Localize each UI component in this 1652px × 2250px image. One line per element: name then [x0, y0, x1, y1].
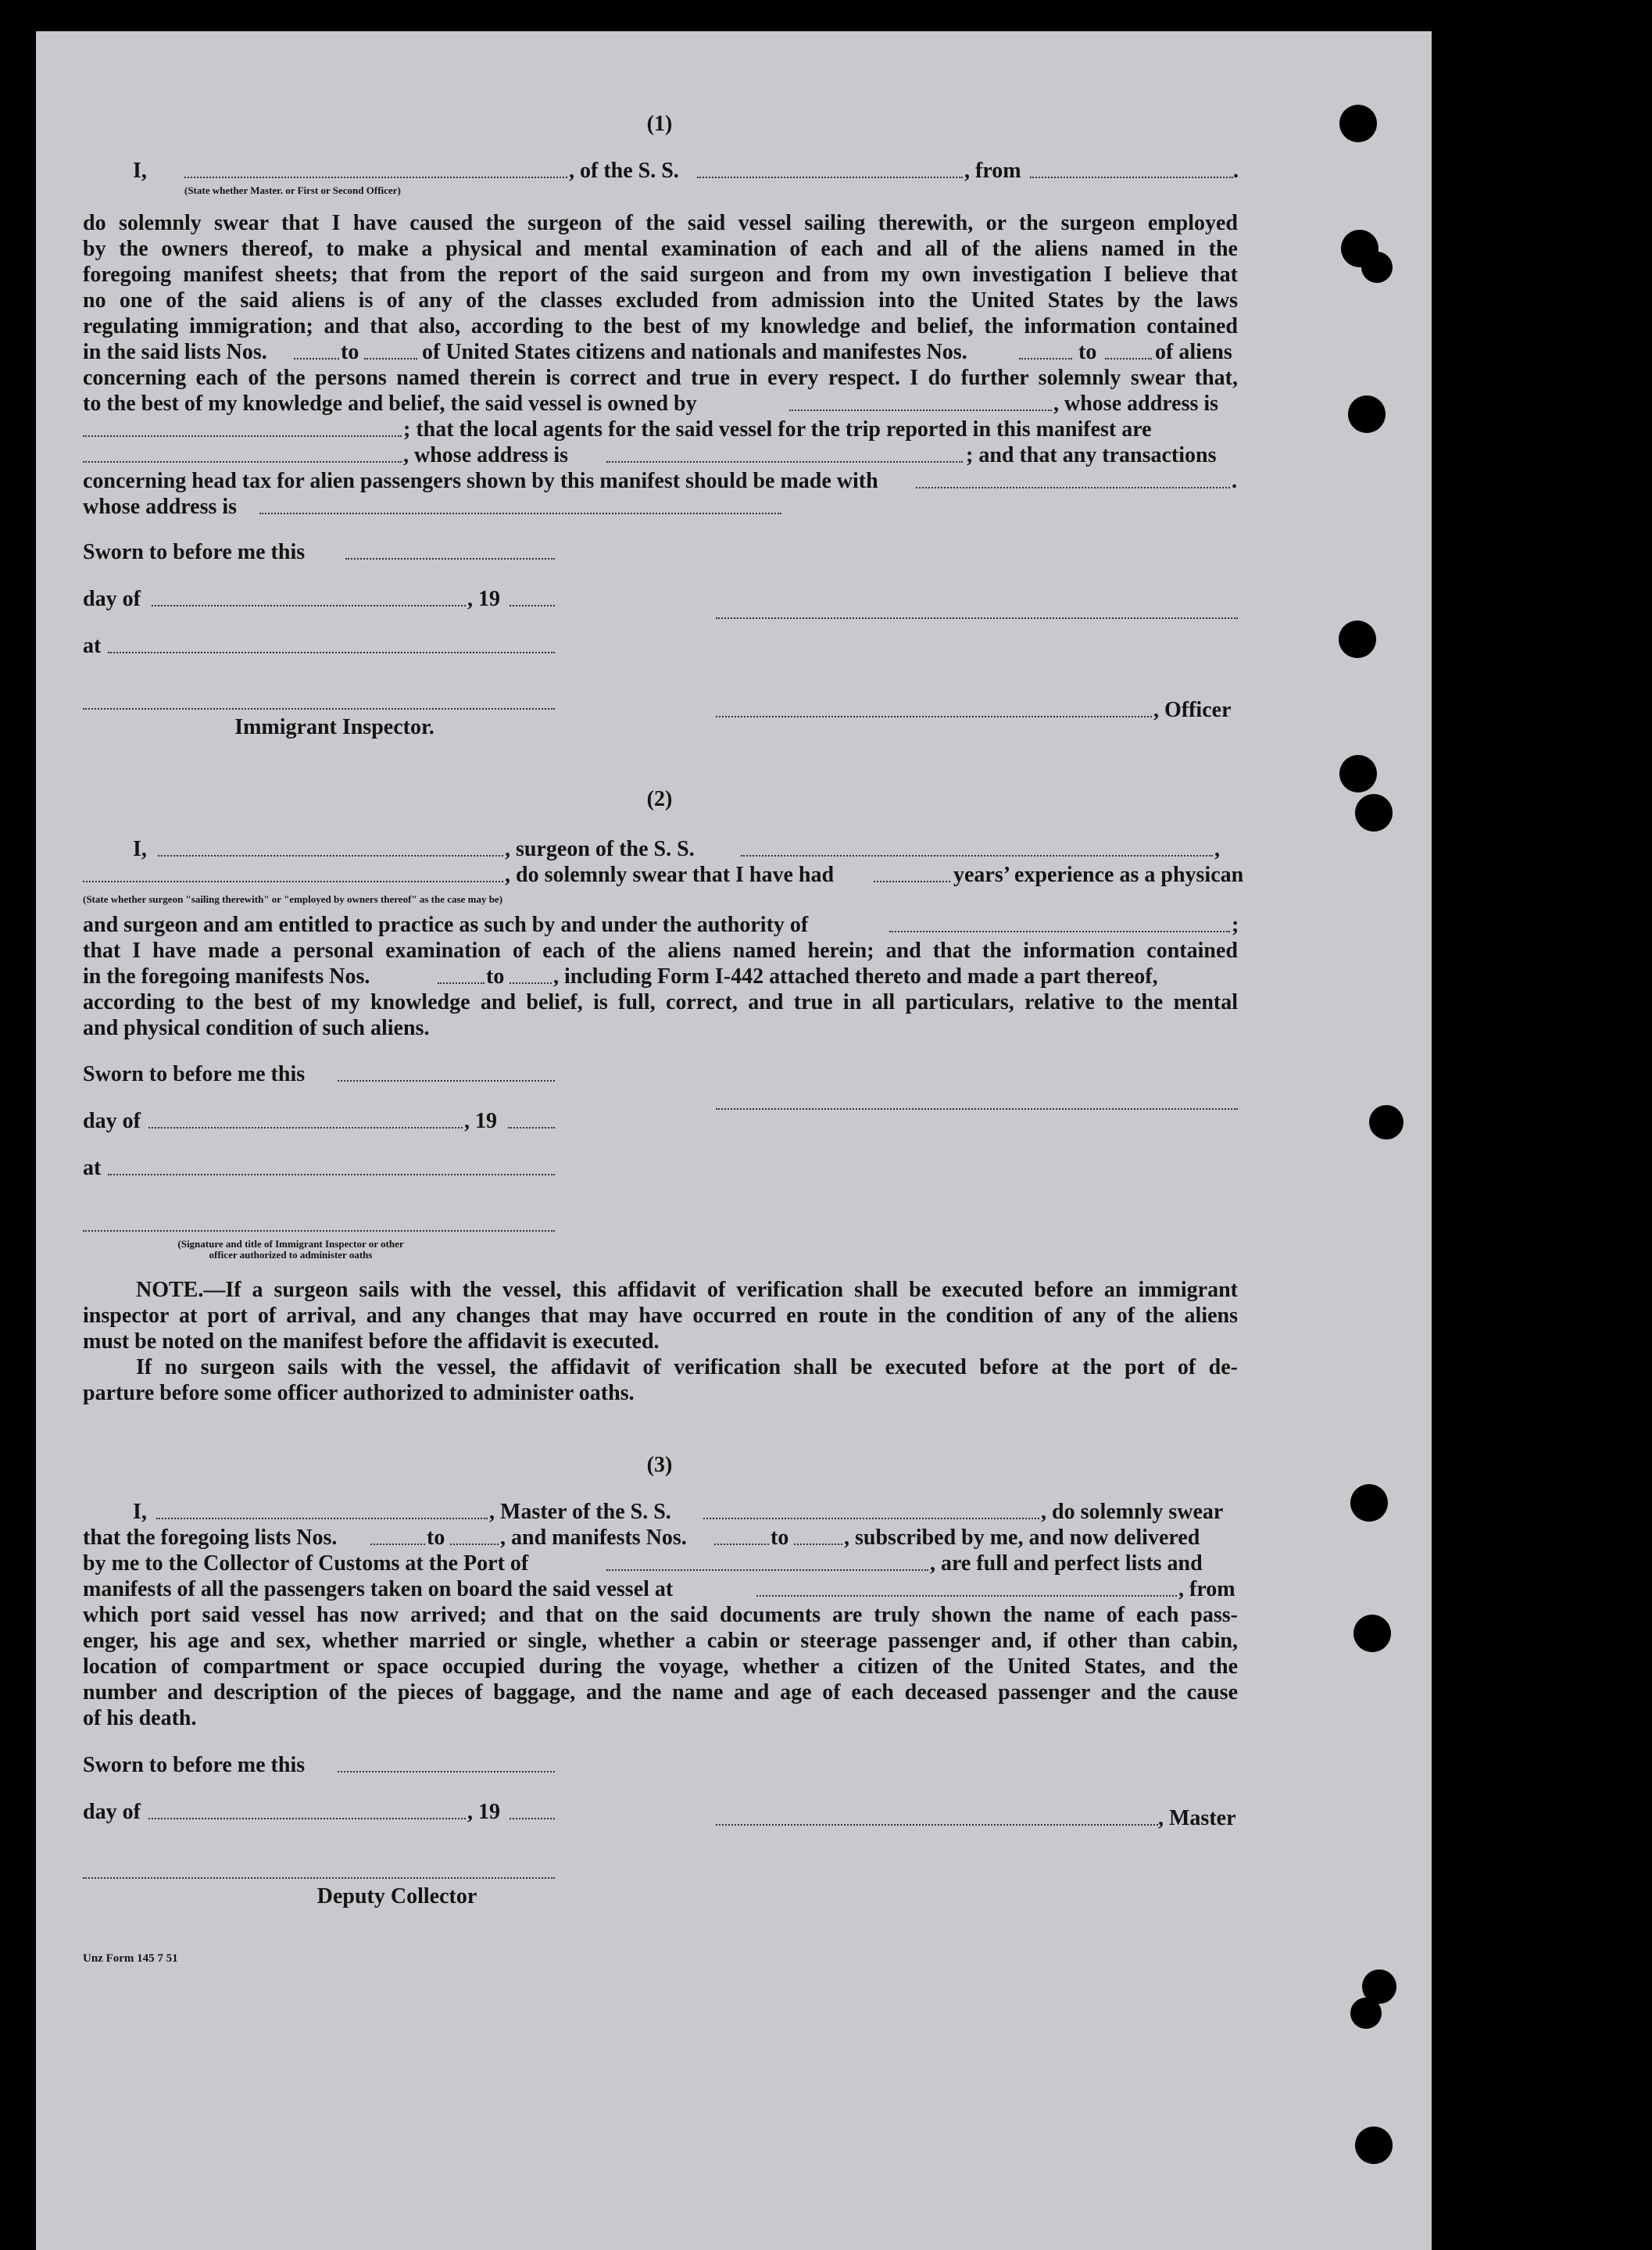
blank-manifests-to[interactable]: [794, 1544, 842, 1545]
blank-signature-officer-1[interactable]: [716, 617, 1238, 619]
label-surgeon-of-ss: , surgeon of the S. S.: [505, 837, 695, 861]
blank-master-signature[interactable]: [716, 1824, 1158, 1826]
text: , do solemnly swear that I have had: [505, 863, 835, 887]
para-line: number and description of the pieces of baggage, and the name and age of each deceased passenger and the cause: [83, 1680, 1238, 1704]
para-line: of his death.: [83, 1706, 197, 1730]
text: ; and that any transactions: [966, 443, 1217, 467]
blank-owner-address[interactable]: [83, 435, 402, 437]
label-sworn: Sworn to before me this: [83, 1062, 306, 1086]
para-line: foregoing manifest sheets; that from the report of the said surgeon and from my own investigation I believe that: [83, 263, 1238, 287]
blank-surgeon-vessel[interactable]: [741, 855, 1213, 857]
label-day-of: day of: [83, 1109, 141, 1133]
label-i: I,: [133, 1500, 147, 1524]
label-year: , 19: [467, 587, 500, 611]
blank-head-tax[interactable]: [916, 487, 1230, 488]
text: ; that the local agents for the said vessel for the trip reported in this manifest are: [403, 417, 1152, 442]
note-signature: (Signature and title of Immigrant Inspector or other: [177, 1238, 404, 1250]
para-line: and physical condition of such aliens.: [83, 1016, 430, 1040]
blank-name[interactable]: [184, 177, 567, 178]
note-surgeon: (State whether surgeon "sailing therewith" or "employed by owners thereof" as the case may be): [83, 893, 503, 905]
label-sworn: Sworn to before me this: [83, 1753, 306, 1777]
label-i: I,: [133, 837, 147, 861]
blank-lists-from[interactable]: [370, 1544, 425, 1545]
text: , do solemnly swear: [1041, 1500, 1224, 1524]
blank-list-from[interactable]: [294, 358, 339, 359]
section-number: (1): [646, 112, 673, 136]
blank-port[interactable]: [606, 1569, 928, 1571]
section-number: (3): [646, 1453, 673, 1477]
text: by me to the Collector of Customs at the Port of: [83, 1551, 529, 1576]
text: to: [427, 1526, 445, 1550]
section-number: (2): [646, 787, 673, 811]
text: , subscribed by me, and now delivered: [844, 1526, 1200, 1550]
blank-at[interactable]: [108, 1174, 555, 1175]
blank-vessel[interactable]: [697, 177, 963, 178]
blank-at[interactable]: [108, 652, 555, 653]
blank-sworn-date[interactable]: [345, 558, 555, 560]
period: .: [1233, 159, 1239, 183]
text: , are full and perfect lists and: [930, 1551, 1203, 1576]
text: in the said lists Nos.: [83, 340, 267, 364]
blank-departure-port[interactable]: [756, 1595, 1177, 1597]
para-line: do solemnly swear that I have caused the surgeon of the said vessel sailing therewith, or the surgeon employed: [83, 211, 1238, 235]
blank-manifests-from[interactable]: [438, 982, 485, 984]
text: , whose address is: [403, 443, 569, 467]
blank-head-tax-address[interactable]: [259, 513, 781, 514]
text: ;: [1232, 913, 1239, 937]
note-line: parture before some officer authorized to administer oaths.: [83, 1381, 635, 1405]
blank-sworn-date[interactable]: [338, 1080, 555, 1082]
text: , from: [1178, 1577, 1235, 1601]
label-officer: , Officer: [1153, 698, 1232, 722]
para-line: no one of the said aliens is of any of the classes excluded from admission into the United States by the laws: [83, 288, 1238, 313]
text: , including Form I-442 attached thereto and made a part thereof,: [553, 964, 1158, 989]
text: of United States citizens and nationals and manifestes Nos.: [422, 340, 967, 364]
blank-manifests-from[interactable]: [714, 1544, 769, 1545]
note-signature: officer authorized to administer oaths: [209, 1249, 373, 1261]
blank-manifest-to[interactable]: [1105, 358, 1152, 359]
note-line: If no surgeon sails with the vessel, the affidavit of verification shall be executed before at the port of de-: [136, 1355, 1238, 1379]
blank-day-of[interactable]: [148, 1818, 466, 1819]
blank-authority[interactable]: [889, 931, 1230, 932]
label-i: I,: [133, 159, 147, 183]
text: to: [341, 340, 359, 364]
blank-surgeon-signature[interactable]: [716, 1108, 1238, 1110]
text: years’ experience as a physican: [953, 863, 1244, 887]
text: manifests of all the passengers taken on board the said vessel at: [83, 1577, 674, 1601]
text: , whose address is: [1053, 392, 1219, 416]
text: to: [486, 964, 505, 989]
text: and surgeon and am entitled to practice as such by and under the authority of: [83, 913, 809, 937]
note-master: (State whether Master. or First or Second Officer): [184, 184, 401, 196]
label-day-of: day of: [83, 1800, 141, 1824]
para-line: which port said vessel has now arrived; and that on the said documents are truly shown the name of each pass-: [83, 1603, 1238, 1627]
blank-lists-to[interactable]: [450, 1544, 499, 1545]
label-at: at: [83, 634, 102, 658]
blank-manifests-to[interactable]: [510, 982, 552, 984]
blank-agents-address[interactable]: [606, 461, 963, 463]
blank-list-to[interactable]: [364, 358, 417, 359]
blank-year[interactable]: [510, 1818, 555, 1819]
blank-years[interactable]: [874, 881, 950, 882]
blank-surgeon-name[interactable]: [158, 855, 503, 857]
blank-sworn-date[interactable]: [338, 1771, 555, 1772]
blank-agents[interactable]: [83, 461, 402, 463]
text: ,: [1214, 837, 1220, 861]
form-id: Unz Form 145 7 51: [83, 1952, 178, 1965]
blank-manifest-from[interactable]: [1019, 358, 1072, 359]
text: .: [1232, 469, 1237, 493]
blank-owner[interactable]: [789, 410, 1052, 411]
label-deputy-collector: Deputy Collector: [316, 1884, 477, 1908]
blank-year[interactable]: [510, 605, 555, 606]
label-day-of: day of: [83, 587, 141, 611]
para-line: that I have made a personal examination of each of the aliens named herein; and that the information contained: [83, 939, 1238, 963]
para-line: concerning each of the persons named therein is correct and true in every respect. I do further solemnly swear that,: [83, 366, 1238, 390]
para-line: regulating immigration; and that also, according to the best of my knowledge and belief, the information contained: [83, 314, 1238, 338]
para-line: location of compartment or space occupied during the voyage, whether a citizen of the United States, and the: [83, 1654, 1238, 1679]
text: whose address is: [83, 495, 238, 519]
para-line: by the owners thereof, to make a physical and mental examination of each and all of the aliens named in the: [83, 237, 1238, 261]
text: of aliens: [1155, 340, 1232, 364]
label-sworn: Sworn to before me this: [83, 540, 306, 564]
blank-master-vessel[interactable]: [703, 1518, 1039, 1519]
blank-inspector-signature[interactable]: [83, 1230, 555, 1232]
text: to: [771, 1526, 789, 1550]
label-of-ss: , of the S. S.: [569, 159, 679, 183]
label-immigrant-inspector: Immigrant Inspector.: [234, 715, 434, 739]
label-from: , from: [964, 159, 1021, 183]
label-year: , 19: [467, 1800, 500, 1824]
label-year: , 19: [464, 1109, 497, 1133]
text: that the foregoing lists Nos.: [83, 1526, 338, 1550]
blank-master-name[interactable]: [156, 1518, 488, 1519]
blank-collector-signature[interactable]: [83, 1877, 555, 1879]
blank-day-of[interactable]: [152, 605, 466, 606]
text: concerning head tax for alien passengers shown by this manifest should be made with: [83, 469, 878, 493]
blank-surgeon-type[interactable]: [83, 881, 503, 882]
para-line: enger, his age and sex, whether married or single, whether a cabin or steerage passenger and, if other than cabin,: [83, 1629, 1238, 1653]
label-at: at: [83, 1156, 102, 1180]
text: , and manifests Nos.: [500, 1526, 687, 1550]
text: in the foregoing manifests Nos.: [83, 964, 370, 989]
text: to: [1078, 340, 1097, 364]
label-master: , Master: [1158, 1806, 1236, 1830]
blank-day-of[interactable]: [148, 1127, 463, 1129]
blank-officer-signature[interactable]: [716, 716, 1152, 717]
blank-year[interactable]: [508, 1127, 555, 1129]
label-master-of-ss: , Master of the S. S.: [489, 1500, 671, 1524]
text: to the best of my knowledge and belief, the said vessel is owned by: [83, 392, 697, 416]
note-line: NOTE.—If a surgeon sails with the vessel, this affidavit of verification shall be executed before an immigrant: [136, 1278, 1238, 1302]
note-line: inspector at port of arrival, and any changes that may have occurred en route in the condition of any of the aliens: [83, 1304, 1238, 1328]
para-line: according to the best of my knowledge and belief, is full, correct, and true in all particulars, relative to the mental: [83, 990, 1238, 1014]
note-line: must be noted on the manifest before the affidavit is executed.: [83, 1329, 660, 1354]
blank-from[interactable]: [1030, 177, 1233, 178]
blank-inspector-signature[interactable]: [83, 708, 555, 710]
